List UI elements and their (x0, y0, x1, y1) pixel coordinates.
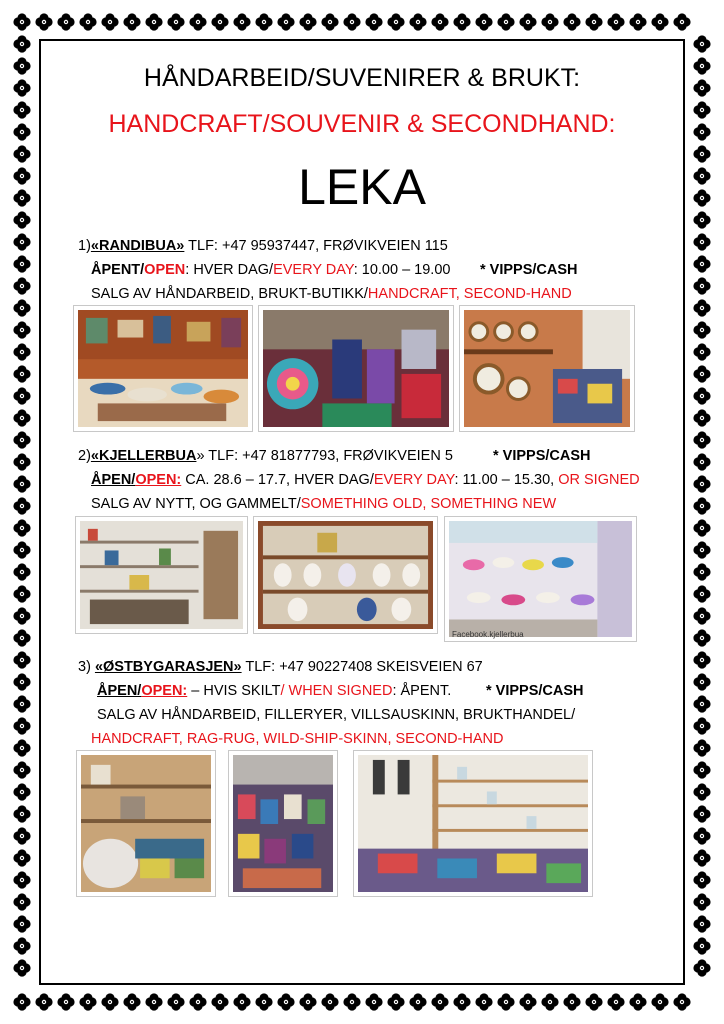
section2-hours-a: CA. 28.6 – 17.7, HVER DAG/ (181, 472, 374, 488)
section1-hours-red: EVERY DAY (273, 262, 354, 278)
section1-sale (91, 286, 572, 302)
section1-contact: TLF: +47 95937447, FRØVIKVEIEN 115 (184, 238, 448, 254)
section3-number: 3) (78, 659, 91, 675)
section1-sale-en: HANDCRAFT, SECOND-HAND (367, 286, 572, 302)
photo-plates-wall (459, 305, 635, 432)
section1-open-en: OPEN (144, 262, 186, 278)
section2-hours-red2: OR SIGNED (558, 472, 640, 488)
photo-shelves (75, 516, 248, 634)
photo-mittens-table (228, 750, 338, 897)
section2-sale-en: SOMETHING OLD, SOMETHING NEW (300, 496, 557, 512)
section2-contact: » TLF: +47 81877793, FRØVIKVEIEN 5 (196, 448, 453, 464)
section2-open-no: ÅPEN/ (91, 472, 136, 488)
photo-wool-shelves (76, 750, 216, 897)
photo-caption: Facebook.kjellerbua (452, 630, 524, 639)
photo-ceramics-room (73, 305, 253, 432)
section3-contact: TLF: +47 90227408 SKEISVEIEN 67 (241, 659, 483, 675)
section1-payment: * VIPPS/CASH (480, 262, 578, 278)
section2-open-en: OPEN: (135, 472, 182, 488)
photo-teapots (253, 516, 438, 634)
section2-hours (91, 472, 640, 488)
title-place: LEKA (298, 159, 426, 215)
photo-knitted-socks (258, 305, 454, 432)
section1-name: «RANDIBUA» (90, 238, 185, 254)
section1-number: 1) (78, 238, 91, 254)
section3-sale-no: SALG AV HÅNDARBEID, FILLERYER, VILLSAUSKINN, BRUKTHANDEL/ (97, 707, 576, 723)
section2-hours-red: EVERY DAY (373, 472, 455, 488)
photo-teacups (444, 516, 637, 642)
section1-open-no: ÅPENT/ (91, 262, 145, 278)
section3-hours-red: / WHEN SIGNED (280, 683, 393, 699)
section3-hours (97, 683, 451, 699)
title-norwegian: HÅNDARBEID/SUVENIRER & BRUKT: (143, 64, 581, 92)
section1-sale-no: SALG AV HÅNDARBEID, BRUKT-BUTIKK/ (91, 286, 368, 302)
section1-hours-b: : 10.00 – 19.00 (353, 262, 451, 278)
section3-hours-a: – HVIS SKILT (187, 683, 281, 699)
section2-hours-b: : 11.00 – 15.30, (454, 472, 559, 488)
section3-header (78, 659, 483, 675)
section2-header (78, 448, 453, 464)
section1-header (78, 238, 448, 254)
section3-open-no: ÅPEN/ (97, 683, 142, 699)
section3-sale-en: HANDCRAFT, RAG-RUG, WILD-SHIP-SKINN, SECOND-HAND (91, 731, 504, 747)
section2-sale (91, 496, 556, 512)
section3-name: «ØSTBYGARASJEN» (94, 659, 242, 675)
section2-name: «KJELLERBUA (90, 448, 197, 464)
section3-hours-b: : ÅPENT. (392, 683, 452, 699)
title-english: HANDCRAFT/SOUVENIR & SECONDHAND: (108, 110, 616, 138)
section3-open-en: OPEN: (141, 683, 188, 699)
section2-sale-no: SALG AV NYTT, OG GAMMELT/ (91, 496, 301, 512)
section1-hours (91, 262, 450, 278)
section1-hours-a: : HVER DAG/ (185, 262, 274, 278)
section2-number: 2) (78, 448, 91, 464)
section3-payment: * VIPPS/CASH (486, 683, 584, 699)
section2-payment: * VIPPS/CASH (493, 448, 591, 464)
photo-socks-glassware (353, 750, 593, 897)
